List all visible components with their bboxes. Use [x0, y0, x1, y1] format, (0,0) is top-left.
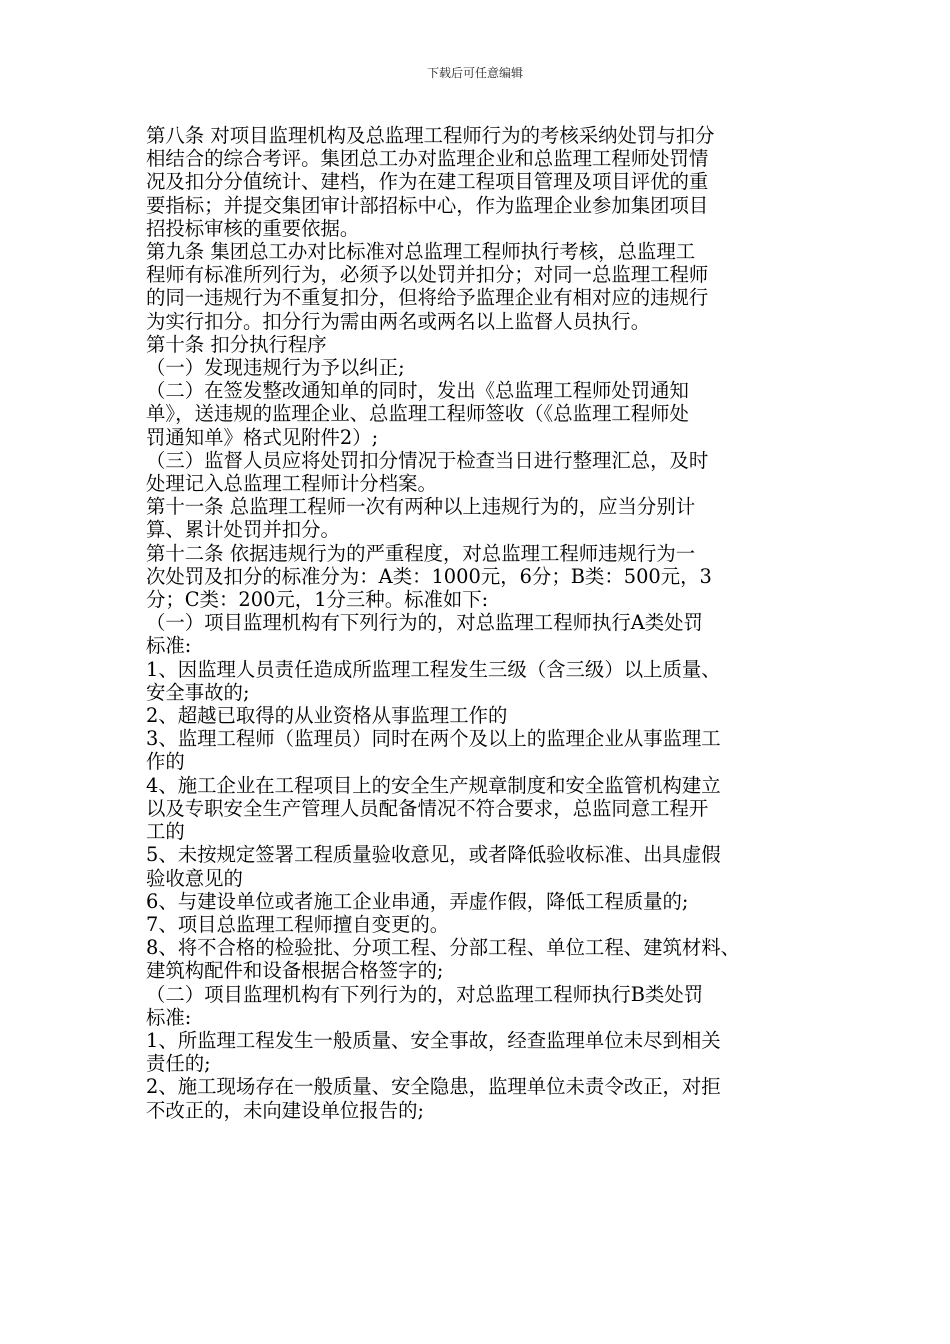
- text-line: 相结合的综合考评。集团总工办对监理企业和总监理工程师处罚情: [146, 147, 709, 171]
- text-line: 程师有标准所列行为，必须予以处罚并扣分；对同一总监理工程师: [146, 263, 709, 287]
- text-line: 第十条 扣分执行程序: [146, 332, 327, 356]
- text-line: 第九条 集团总工办对比标准对总监理工程师执行考核，总监理工: [146, 240, 696, 264]
- text-line: 工的: [146, 820, 185, 844]
- text-line: 4、施工企业在工程项目上的安全生产规章制度和安全监管机构建立: [146, 773, 721, 797]
- text-line: 6、与建设单位或者施工企业串通，弄虚作假，降低工程质量的;: [146, 889, 689, 913]
- text-line: 验收意见的: [146, 866, 243, 890]
- text-line: 处理记入总监理工程师计分档案。: [146, 472, 437, 496]
- text-line: 5、未按规定签署工程质量验收意见，或者降低验收标准、出具虚假: [146, 843, 721, 867]
- text-line: 第十二条 依据违规行为的严重程度，对总监理工程师违规行为一: [146, 541, 696, 565]
- text-line: 1、所监理工程发生一般质量、安全事故，经查监理单位未尽到相关: [146, 1028, 721, 1052]
- text-line: 标准:: [146, 634, 192, 658]
- text-line: 2、施工现场存在一般质量、安全隐患，监理单位未责令改正，对拒: [146, 1075, 721, 1099]
- text-line: 要指标；并提交集团审计部招标中心，作为监理企业参加集团项目: [146, 193, 709, 217]
- text-line: 罚通知单》格式见附件2）;: [146, 425, 379, 449]
- text-line: 以及专职安全生产管理人员配备情况不符合要求，总监同意工程开: [146, 796, 709, 820]
- text-line: （一）项目监理机构有下列行为的，对总监理工程师执行A类处罚: [146, 611, 703, 635]
- text-line: 建筑构配件和设备根据合格签字的;: [146, 959, 444, 983]
- text-line: 3、监理工程师（监理员）同时在两个及以上的监理企业从事监理工: [146, 727, 721, 751]
- text-line: （一）发现违规行为予以纠正;: [146, 356, 405, 380]
- text-line: （二）项目监理机构有下列行为的，对总监理工程师执行B类处罚: [146, 982, 704, 1006]
- text-line: 况及扣分分值统计、建档，作为在建工程项目管理及项目评优的重: [146, 170, 709, 194]
- text-line: 作的: [146, 750, 185, 774]
- text-line: 第八条 对项目监理机构及总监理工程师行为的考核采纳处罚与扣分: [146, 124, 715, 147]
- text-line: 责任的;: [146, 1052, 211, 1076]
- text-line: 不改正的，未向建设单位报告的;: [146, 1098, 425, 1122]
- text-line: 招投标审核的重要依据。: [146, 216, 360, 240]
- text-line: 第十一条 总监理工程师一次有两种以上违规行为的，应当分别计: [146, 495, 696, 519]
- page-header-note: 下载后可任意编辑: [426, 66, 523, 80]
- text-line: 分；C类：200元，1分三种。标准如下:: [146, 588, 489, 612]
- text-line: 为实行扣分。扣分行为需由两名或两名以上监督人员执行。: [146, 309, 651, 333]
- text-line: 2、超越已取得的从业资格从事监理工作的: [146, 704, 508, 728]
- text-line: 7、项目总监理工程师擅自变更的。: [146, 912, 450, 936]
- text-line: 标准:: [146, 1005, 192, 1029]
- text-line: 1、因监理人员责任造成所监理工程发生三级（含三级）以上质量、: [146, 657, 721, 681]
- text-line: （三）监督人员应将处罚扣分情况于检查当日进行整理汇总，及时: [146, 448, 709, 472]
- text-line: 的同一违规行为不重复扣分，但将给予监理企业有相对应的违规行: [146, 286, 709, 310]
- text-line: 8、将不合格的检验批、分项工程、分部工程、单位工程、建筑材料、: [146, 936, 741, 960]
- text-line: （二）在签发整改通知单的同时，发出《总监理工程师处罚通知: [146, 379, 689, 403]
- text-line: 单》，送违规的监理企业、总监理工程师签收（《总监理工程师处: [146, 402, 689, 426]
- text-line: 算、累计处罚并扣分。: [146, 518, 340, 542]
- document-body: [146, 124, 818, 1122]
- text-line: 安全事故的;: [146, 680, 250, 704]
- text-line: 次处罚及扣分的标准分为：A类：1000元，6分；B类：500元，3: [146, 564, 712, 588]
